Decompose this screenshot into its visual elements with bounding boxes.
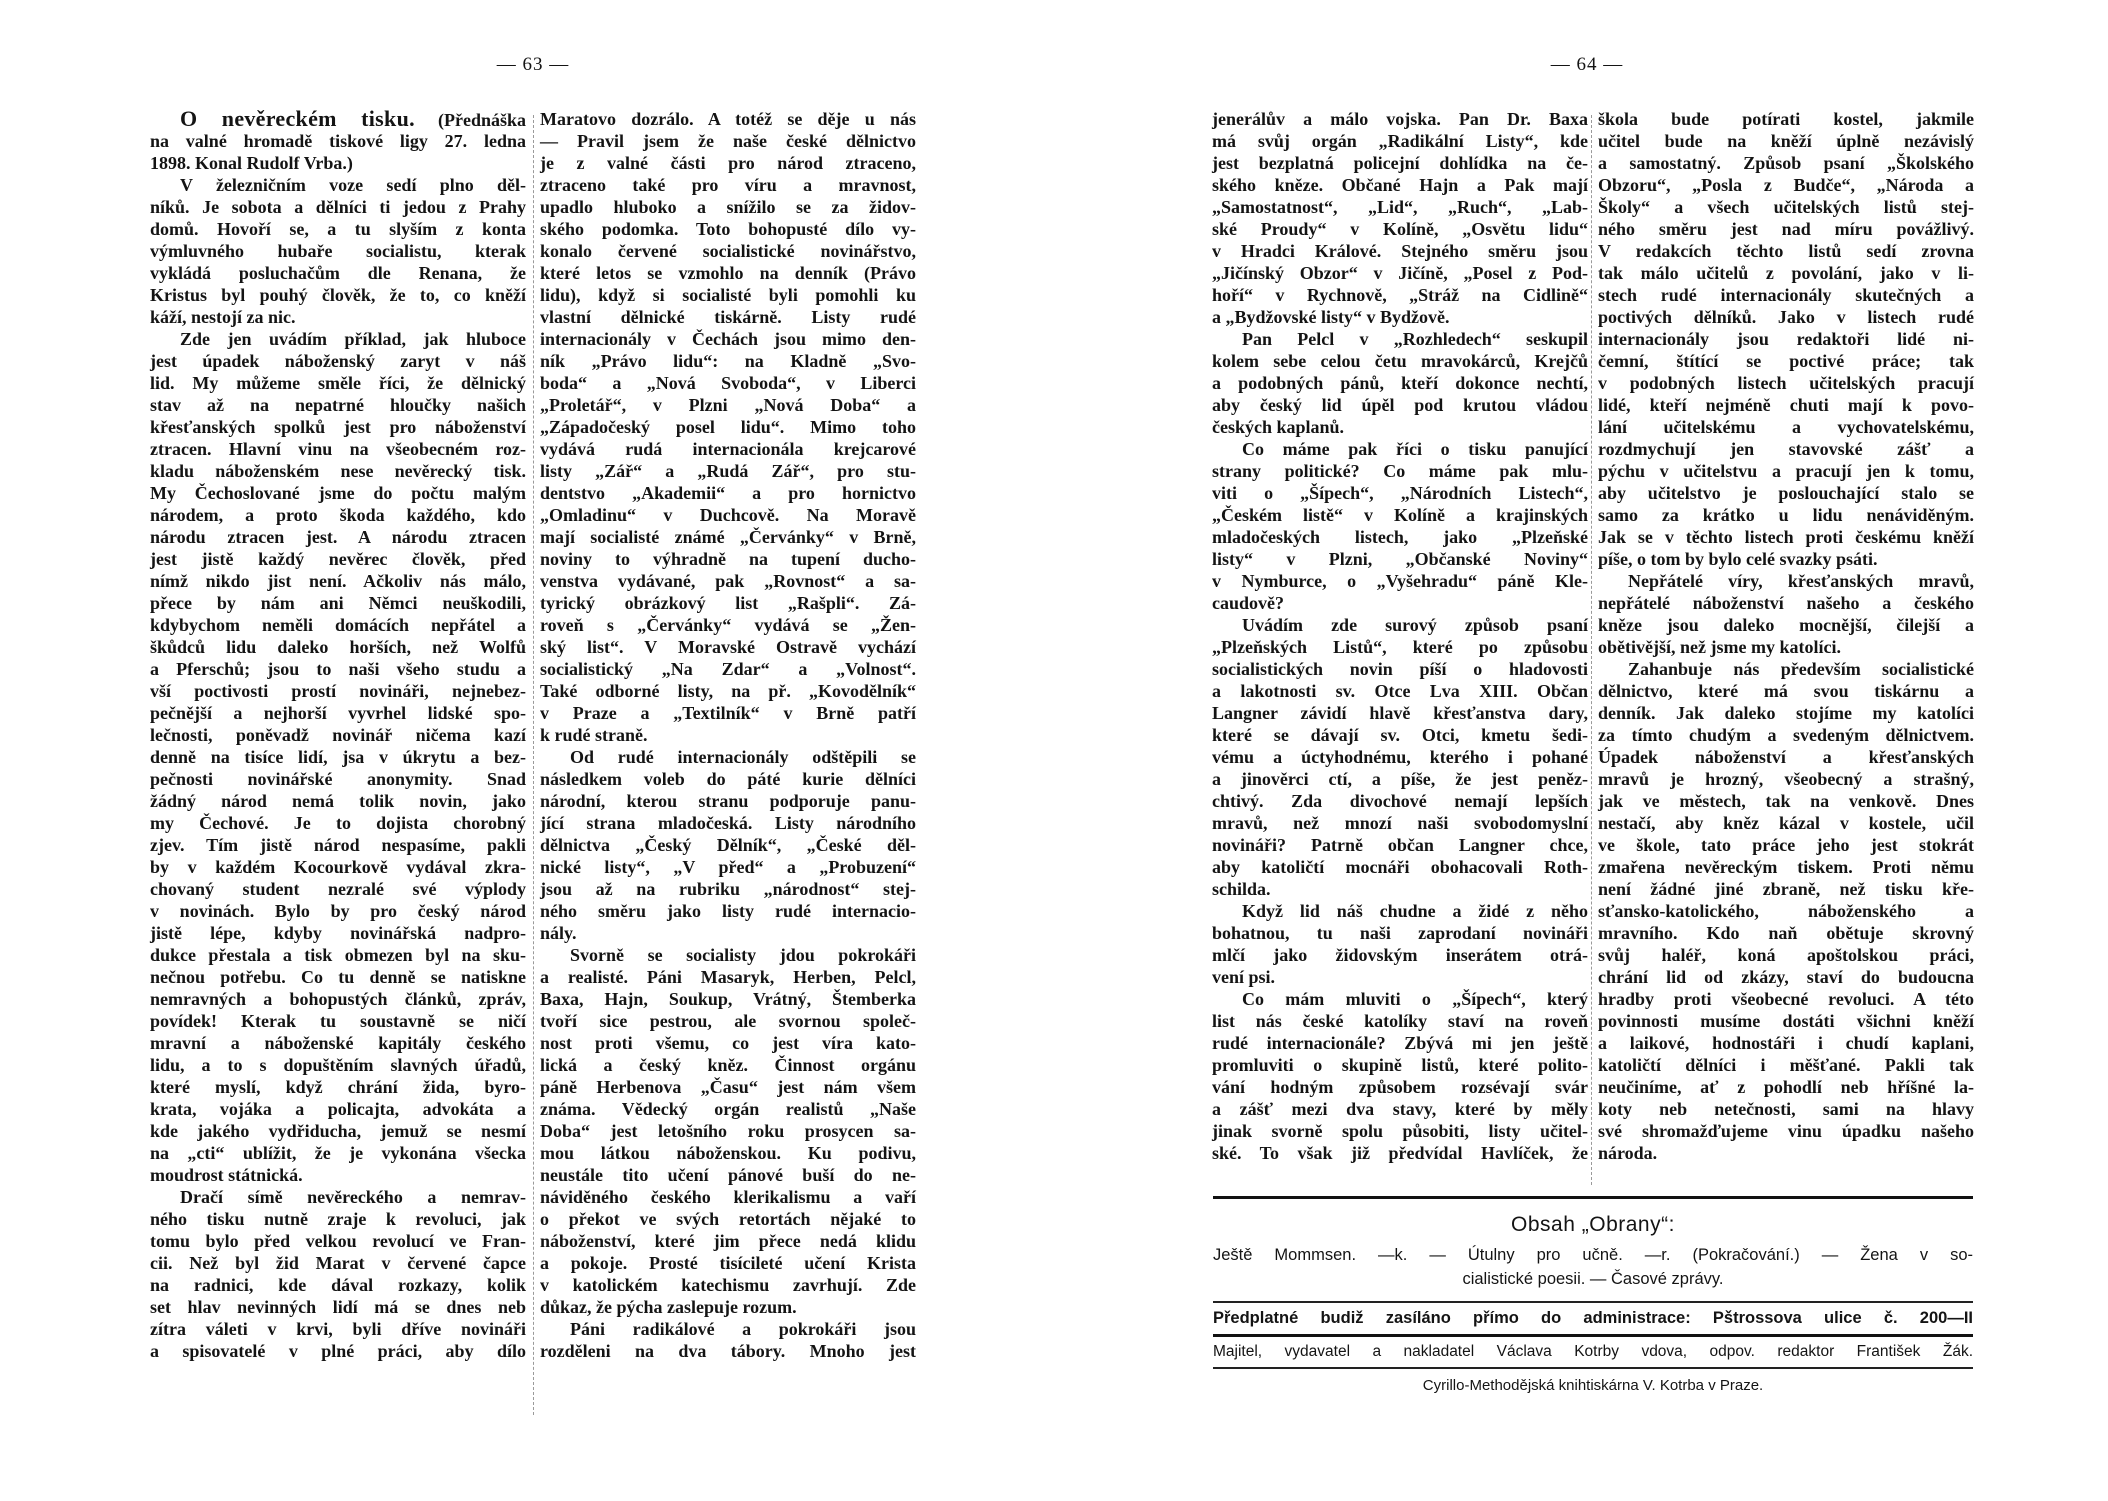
text-line: upadlo hluboko a snížilo se za židov-	[540, 197, 916, 217]
text-line: vému a úctyhodnému, kterého i pohané	[1212, 747, 1588, 767]
paragraph	[540, 746, 916, 944]
text-line: ského kněze. Občané Hajn a Pak mají	[1212, 175, 1588, 195]
text-line: přece by nám ani Němci neuškodili,	[150, 593, 526, 613]
text-line: boda“ a „Nová Svoboda“, v Liberci	[540, 373, 916, 393]
text-line: výmluvného hubaře socialistu, kterak	[150, 241, 526, 261]
text-line: a zášť mezi dva stavy, které by měly	[1212, 1099, 1588, 1119]
text-line: a pokoje. Prosté tisícileté učení Krista	[540, 1253, 916, 1273]
text-line: promluviti o skupině listů, které polito-	[1212, 1055, 1588, 1075]
text-column	[1598, 108, 1974, 1164]
paragraph	[150, 174, 526, 328]
text-line: známa. Vědecký orgán realistů „Naše	[540, 1099, 916, 1119]
text-line: Uvádím zde surový způsob psaní	[1242, 615, 1588, 635]
text-line: Úpadek náboženství a křesťanských	[1598, 747, 1974, 767]
text-line: novináři? Patrně občan Langner chce,	[1212, 835, 1588, 855]
text-line: ztracen. Hlavní vinu na všeobecném roz-	[150, 439, 526, 459]
text-line: na valné hromadě tiskové ligy 27. ledna	[150, 131, 526, 151]
text-line: cii. Než byl žid Marat v červené čapce	[150, 1253, 526, 1273]
text-line: schilda.	[1212, 879, 1271, 899]
text-line: rozdmychují jen stavovské zášť a	[1598, 439, 1974, 459]
text-line: páně Herbenova „Času“ jest nám všem	[540, 1077, 916, 1097]
text-line: Když lid náš chudne a židé z něho	[1242, 901, 1588, 921]
text-line: lečnosti, poněvadž novinář ničema kazí	[150, 725, 526, 745]
text-line: křesťanských spolků jest pro náboženství	[150, 417, 526, 437]
contents-line: cialistické poesii. — Časové zprávy.	[1462, 1270, 1724, 1288]
text-line: „Plzeňských Listů“, které po způsobu	[1212, 637, 1588, 657]
text-line: noviny to výhradně na tupení ducho-	[540, 549, 916, 569]
text-line: socialistických novin píší o hladovosti	[1212, 659, 1588, 679]
text-line: jinak svorně spolu působiti, listy učitel-	[1212, 1121, 1588, 1141]
text-line: konalo červené socialistické novinářstvo,	[540, 241, 916, 261]
text-line: mravního. Kdo naň obětuje skrovný	[1598, 923, 1974, 943]
text-line: socialistický „Na Zdar“ a „Volnost“.	[540, 659, 916, 679]
text-line: neustále tito učení pánové buší do ne-	[540, 1165, 916, 1185]
text-line: lidu), když si socialisté byli pomohli ku	[540, 285, 916, 305]
text-line: „Českém listě“ v Kolíně a krajinských	[1212, 505, 1588, 525]
paragraph	[150, 1186, 526, 1362]
text-line: není žádné jiné zbraně, než tisku kře-	[1598, 879, 1974, 899]
text-line: tvoří sice pestrou, ale svornou společ-	[540, 1011, 916, 1031]
text-line: dukce přestala a tisk obmezen byl na sku-	[150, 945, 526, 965]
text-line: my Čechové. Je to dojista chorobný	[150, 813, 526, 833]
text-line: rudé internacionále? Zbývá mi jen ještě	[1212, 1033, 1588, 1053]
paragraph	[1598, 570, 1974, 658]
article-subtitle: (Přednáška	[437, 110, 526, 130]
text-line: vlastní dělnické tiskárně. Listy rudé	[540, 307, 916, 327]
text-line: rozděleni na dva tábory. Mnoho jest	[540, 1341, 916, 1361]
text-line: má svůj orgán „Radikální Listy“, kde	[1212, 131, 1588, 151]
text-line: katoličtí dělníci i měšťané. Pakli tak	[1598, 1055, 1974, 1075]
text-line: aby katoličtí mocnáři obohacovali Roth-	[1212, 857, 1588, 877]
text-line: žádný národ nemá tolik novin, jako	[150, 791, 526, 811]
text-line: Baxa, Hajn, Soukup, Vrátný, Štemberka	[540, 989, 916, 1009]
publisher-note: Majitel, vydavatel a nakladatel Václava Kotrby vdova, odpov. redaktor František Žák.	[1213, 1343, 1973, 1360]
text-line: následkem voleb do páté kurie dělníci	[540, 769, 916, 789]
text-line: národu ztracen jest. A národu ztracen	[150, 527, 526, 547]
text-line: venstva vydávané, pak „Rovnost“ a sa-	[540, 571, 916, 591]
text-line: nost proti všemu, co jest víra kato-	[540, 1033, 916, 1053]
text-line: na radnici, kde dával rozkazy, kolik	[150, 1275, 526, 1295]
text-line: káží, nestojí za nic.	[150, 307, 296, 327]
text-line: a „Bydžovské listy“ v Bydžově.	[1212, 307, 1450, 327]
text-line: tyrický obrázkový list „Rašpli“. Zá-	[540, 593, 916, 613]
paragraph	[1598, 108, 1974, 570]
text-line: ve škole, tato práce jeho jest stokrát	[1598, 835, 1974, 855]
text-line: hradby proti všeobecné revoluci. A této	[1598, 989, 1974, 1009]
text-line: mou látkou náboženskou. Ku podivu,	[540, 1143, 916, 1163]
text-line: Doba“ jest letošního roku prosycen sa-	[540, 1121, 916, 1141]
text-line: nály.	[540, 923, 577, 943]
text-line: aby učitelstvo je poslouchající stalo se	[1598, 483, 1974, 503]
text-line: dentstvo „Akademii“ a pro hornictvo	[540, 483, 916, 503]
text-line: ský list“. V Moravské Ostravě vychází	[540, 637, 916, 657]
column-divider	[1591, 115, 1592, 1185]
text-line: samo za krátko u lidu nenáviděným.	[1598, 505, 1974, 525]
text-line: mladočeských listech, jako „Plzeňské	[1212, 527, 1588, 547]
text-line: Svorně se socialisty jdou pokrokáři	[570, 945, 916, 965]
text-line: vání hodným způsobem rozsévají svár	[1212, 1077, 1588, 1097]
text-line: moudrost státnická.	[150, 1165, 303, 1185]
text-line	[150, 108, 526, 130]
text-line: nemravných a bohopustých článků, zpráv,	[150, 989, 526, 1009]
text-line: viti o „Šípech“, „Národních Listech“,	[1212, 483, 1588, 503]
paragraph	[540, 944, 916, 1318]
paragraph	[1212, 900, 1588, 988]
text-line: stav až na nepatrné hloučky našich	[150, 395, 526, 415]
text-column	[1212, 108, 1588, 1164]
text-line: Kristus byl pouhý člověk, že to, co kněží	[150, 285, 526, 305]
text-line: sťansko-katolického, náboženského a	[1598, 901, 1974, 921]
text-line: Zahanbuje nás především socialistické	[1628, 659, 1974, 679]
text-line: povídek! Kterak tu soustavně se ničí	[150, 1011, 526, 1031]
text-line: 1898. Konal Rudolf Vrba.)	[150, 153, 353, 173]
text-line: mravní a náboženské kapitály českého	[150, 1033, 526, 1053]
text-line: zmařena nevěreckým tiskem. Proti němu	[1598, 857, 1974, 877]
page-number-left: — 63 —	[496, 54, 570, 75]
text-line: jící strana mladočeská. Listy národního	[540, 813, 916, 833]
text-line: pečnější a nejhorší vyvrhel lidské spo-	[150, 703, 526, 723]
text-line: ztraceno také pro víru a mravnost,	[540, 175, 916, 195]
text-line: důkaz, že pýcha zaslepuje rozum.	[540, 1297, 797, 1317]
text-line: roveň s „Červánky“ vydává se „Žen-	[540, 615, 916, 635]
text-line: vší poctivosti prostí novináři, nejnebez-	[150, 681, 526, 701]
text-line: ného směru jako listy rudé internacio-	[540, 901, 916, 921]
paragraph	[150, 328, 526, 1186]
text-line: v Praze a „Textilník“ v Brně patří	[540, 703, 916, 723]
text-line: Od rudé internacionály odštěpili se	[570, 747, 916, 767]
paragraph	[540, 108, 916, 746]
text-line: Nepřátelé víry, křesťanských mravů,	[1628, 571, 1974, 591]
text-line: škůdců lidu daleko horších, než Wolfů	[150, 637, 526, 657]
text-line: a laikové, hodnostáři i chudí kaplani,	[1598, 1033, 1974, 1053]
text-line: jest bezplatná policejní dohlídka na če-	[1212, 153, 1588, 173]
text-line: učitel bude na kněží úplně nezávislý	[1598, 131, 1974, 151]
text-line: a podobných pánů, kteří dokonce nechtí,	[1212, 373, 1588, 393]
text-line: lid. My můžeme směle říci, že dělnický	[150, 373, 526, 393]
text-line: škola bude potírati kostel, jakmile	[1598, 109, 1974, 129]
text-line: náviděného českého klerikalismu a vaří	[540, 1187, 916, 1207]
contents-line: Ještě Mommsen. —k. — Útulny pro učně. —r. (Pokračování.) — Žena v so-	[1213, 1246, 1973, 1264]
paragraph	[1212, 328, 1588, 438]
text-line: neučiníme, ať z pohodlí neb hříšné la-	[1598, 1077, 1974, 1097]
article-heading: O nevěreckém tisku.	[180, 106, 415, 131]
text-line: českých kaplanů.	[1212, 417, 1345, 437]
text-line: ného tisku nutně zraje k revoluci, jak	[150, 1209, 526, 1229]
text-line: a lakotnosti sv. Otce Lva XIII. Občan	[1212, 681, 1588, 701]
text-line: své shromažďujeme vinu úpadku našeho	[1598, 1121, 1974, 1141]
text-line: národa.	[1598, 1143, 1658, 1163]
text-line: a samostatný. Způsob psaní „Školského	[1598, 153, 1974, 173]
text-line: denně na tisíce lidí, jsa v úkrytu a bez-	[150, 747, 526, 767]
text-line: jest jistě každý nevěrec člověk, před	[150, 549, 526, 569]
paragraph	[1212, 108, 1588, 328]
text-line: Pan Pelcl v „Rozhledech“ seskupil	[1242, 329, 1588, 349]
text-line: lidé, kteří nejméně chuti mají k povo-	[1598, 395, 1974, 415]
text-line: nestačí, aby kněz kázal v kostele, učil	[1598, 813, 1974, 833]
text-line: chovaný student nezralé své výplody	[150, 879, 526, 899]
text-line: tak málo učitelů z povolání, jako v li-	[1598, 263, 1974, 283]
text-line: strany politické? Co máme pak mlu-	[1212, 461, 1588, 481]
text-line: níků. Je sobota a dělníci ti jedou z Prahy	[150, 197, 526, 217]
paragraph	[150, 108, 526, 174]
text-line: vení psi.	[1212, 967, 1276, 987]
text-line: lání učitelskému a vychovatelskému,	[1598, 417, 1974, 437]
text-line: „Západočeský posel lidu“. Mimo toho	[540, 417, 916, 437]
text-line: aby český lid úpěl pod krutou vládou	[1212, 395, 1588, 415]
text-line: a realisté. Páni Masaryk, Herben, Pelcl,	[540, 967, 916, 987]
text-line: internacionály jsou redaktoři lidé ni-	[1598, 329, 1974, 349]
contents-title: Obsah „Obrany“:	[1511, 1213, 1675, 1236]
rule	[1213, 1367, 1973, 1369]
text-line: obětivější, než jsme my katolíci.	[1598, 637, 1841, 657]
text-line: kdybychom neměli domácích nepřátel a	[150, 615, 526, 635]
text-line: nepřátelé náboženství našeho a českého	[1598, 593, 1974, 613]
text-line: v podobných listech učitelských pracují	[1598, 373, 1974, 393]
text-line: čemní, štítící se poctivé práce; tak	[1598, 351, 1974, 371]
text-line: ného směru jest nad míru povážlivý.	[1598, 219, 1974, 239]
printer-note: Cyrillo-Methodějská knihtiskárna V. Kotrba v Praze.	[1422, 1377, 1764, 1394]
text-line: V železničním voze sedí plno děl-	[180, 175, 526, 195]
text-line: mají socialisté známé „Červánky“ v Brně,	[540, 527, 916, 547]
text-line: povinnosti musíme dostáti všichni kněží	[1598, 1011, 1974, 1031]
text-line: dělnictva „Český Dělník“, „České děl-	[540, 835, 916, 855]
rule	[1213, 1196, 1973, 1199]
text-line: pýchu v učitelstvu a pracují jen k tomu,	[1598, 461, 1974, 481]
text-line: mlčí jako židovským inserátem otrá-	[1212, 945, 1588, 965]
text-line: a spisovatelé v plné práci, aby dílo	[150, 1341, 526, 1361]
text-line: ské Proudy“ v Kolíně, „Osvětu lidu“	[1212, 219, 1588, 239]
text-line: bohatnou, tu naši zaprodaní novináři	[1212, 923, 1588, 943]
column-divider	[533, 115, 534, 1415]
paragraph	[1212, 988, 1588, 1164]
text-line: Také odborné listy, na př. „Kovodělník“	[540, 681, 916, 701]
text-line: domů. Hovoří se, a tu slyším z konta	[150, 219, 526, 239]
text-line: Jak se v těchto listech proti českému kněží	[1598, 527, 1974, 547]
text-line: V redakcích těchto listů sedí zrovna	[1598, 241, 1974, 261]
text-line: nečnou potřebu. Co tu denně se natiskne	[150, 967, 526, 987]
text-line: My Čechoslované jsme do počtu malým	[150, 483, 526, 503]
rule	[1213, 1301, 1973, 1303]
text-line: a Pferschů; jsou to naši všeho studu a	[150, 659, 526, 679]
text-line: národní, kterou stranu podporuje panu-	[540, 791, 916, 811]
text-line: list nás české katolíky staví na roveň	[1212, 1011, 1588, 1031]
text-line: kolem sebe celou četu mravokárců, Krejčů	[1212, 351, 1588, 371]
text-line: lická a český kněz. Činnost orgánu	[540, 1055, 916, 1075]
text-line: lidu, a to s dopuštěním slavných úřadů,	[150, 1055, 526, 1075]
text-line: nímž nikdo jist není. Ačkoliv nás málo,	[150, 571, 526, 591]
text-line: vykládá posluchačům dle Renana, že	[150, 263, 526, 283]
text-line: kněze jsou daleko mocnější, čilejší a	[1598, 615, 1974, 635]
text-line: kde jakého vydřiducha, jemuž se nesmí	[150, 1121, 526, 1141]
text-line: krata, vojáka a policajta, advokáta a	[150, 1099, 526, 1119]
text-line: poctivých dělníků. Jako v listech rudé	[1598, 307, 1974, 327]
paragraph	[1598, 658, 1974, 1164]
text-line: Zde jen uvádím příklad, jak hluboce	[180, 329, 526, 349]
text-line: chtivý. Zda divochové nemají lepších	[1212, 791, 1588, 811]
subscription-note: Předplatné budiž zasíláno přímo do administrace: Pštrossova ulice č. 200—II	[1213, 1309, 1973, 1327]
text-line: ské. To však již předvídal Havlíček, že	[1212, 1143, 1588, 1163]
text-line: ník „Právo lidu“: na Kladně „Svo-	[540, 351, 916, 371]
text-line: pečnosti novinářské anonymity. Snad	[150, 769, 526, 789]
text-line: mravů je hrozný, všeobecný a strašný,	[1598, 769, 1974, 789]
text-line: které myslí, když chrání žida, byro-	[150, 1077, 526, 1097]
text-line: internacionály v Čechách jsou mimo den-	[540, 329, 916, 349]
text-line: „Samostatnost“, „Lid“, „Ruch“, „Lab-	[1212, 197, 1588, 217]
text-line: — Pravil jsem že naše české dělnictvo	[540, 131, 916, 151]
text-line: Školy“ a všech učitelských listů stej-	[1598, 197, 1974, 217]
text-line: k rudé straně.	[540, 725, 648, 745]
text-line: koty neb netečnosti, sami na hlavy	[1598, 1099, 1974, 1119]
text-line: „Proletář“, v Plzni „Nová Doba“ a	[540, 395, 916, 415]
text-line: Dračí símě nevěreckého a nemrav-	[180, 1187, 526, 1207]
text-line: zítra váleti v krvi, byli dříve novináři	[150, 1319, 526, 1339]
text-line: „Jičínský Obzor“ v Jičíně, „Posel z Pod-	[1212, 263, 1588, 283]
text-line: v Nymburce, o „Vyšehradu“ páně Kle-	[1212, 571, 1588, 591]
text-line: v Hradci Králové. Stejného směru jsou	[1212, 241, 1588, 261]
text-line: tomu bylo před velkou revolucí ve Fran-	[150, 1231, 526, 1251]
text-line: píše, o tom by bylo celé svazky psáti.	[1598, 549, 1878, 569]
text-line: jak ve městech, tak na venkově. Dnes	[1598, 791, 1974, 811]
page-number-right: — 64 —	[1550, 54, 1624, 75]
text-line: Maratovo dozrálo. A totéž se děje u nás	[540, 109, 916, 129]
text-line: národem, a proto škoda každého, kdo	[150, 505, 526, 525]
text-line: je z valné části pro národ ztraceno,	[540, 153, 916, 173]
text-line: listy „Zář“ a „Rudá Zář“, pro stu-	[540, 461, 916, 481]
text-line: Páni radikálové a pokrokáři jsou	[570, 1319, 916, 1339]
text-line: které letos se vzmohlo na denník (Právo	[540, 263, 916, 283]
text-line: mravů, než mnozí naši svobodomyslní	[1212, 813, 1588, 833]
text-line: jistě lépe, kdyby novinářská nadpro-	[150, 923, 526, 943]
text-line: caudově?	[1212, 593, 1284, 613]
text-line: set hlav nevinných lidí má se dnes neb	[150, 1297, 526, 1317]
text-line: v novinách. Bylo by pro český národ	[150, 901, 526, 921]
text-line: svůj haléř, koná apoštolskou práci,	[1598, 945, 1974, 965]
paragraph	[540, 1318, 916, 1362]
colophon	[1213, 1196, 1973, 1394]
text-line: nické listy“, „V před“ a „Probuzení“	[540, 857, 916, 877]
text-line: a jinověrci ctí, a píše, že jest peněz-	[1212, 769, 1588, 789]
text-line: vydává rudá internacionála krejcarové	[540, 439, 916, 459]
text-line: ského podomka. Toto bohopusté dílo vy-	[540, 219, 916, 239]
text-line: jenerálův a málo vojska. Pan Dr. Baxa	[1212, 109, 1588, 129]
text-line: Co máme pak říci o tisku panující	[1242, 439, 1588, 459]
text-column	[540, 108, 916, 1362]
text-line: listy“ v Plzni, „Občanské Noviny“	[1212, 549, 1588, 569]
paragraph	[1212, 438, 1588, 614]
text-line: Langner závidí hlavě křesťanstva dary,	[1212, 703, 1588, 723]
text-line: Co mám mluviti o „Šípech“, který	[1242, 989, 1588, 1009]
text-line: za tímto chudým a svedeným dělnictvem.	[1598, 725, 1974, 745]
text-line: které se dávají sv. Otci, kmetu šedi-	[1212, 725, 1588, 745]
text-line: chrání lid od zkázy, staví do budoucna	[1598, 967, 1974, 987]
paragraph	[1212, 614, 1588, 900]
text-line: na „cti“ ublížit, že je vykonána všecka	[150, 1143, 526, 1163]
text-line: kladu náboženském nese nevěrecký tisk.	[150, 461, 526, 481]
text-line: denník. Jak daleko stojíme my katolíci	[1598, 703, 1974, 723]
text-line: jsou až na rubriku „národnost“ stej-	[540, 879, 916, 899]
text-line: stech rudé internacionály skutečných a	[1598, 285, 1974, 305]
text-line: jest úpadek náboženský zaryt v náš	[150, 351, 526, 371]
text-line: by v každém Kocourkově vydával zkra-	[150, 857, 526, 877]
text-line: o překot ve svých retortách nějaké to	[540, 1209, 916, 1229]
text-line: zjev. Tím jistě národ nespasíme, pakli	[150, 835, 526, 855]
text-line: „Omladinu“ v Duchcově. Na Moravě	[540, 505, 916, 525]
text-line: hoří“ v Rychnově, „Stráž na Cidlině“	[1212, 285, 1588, 305]
text-line: dělnictvo, které má svou tiskárnu a	[1598, 681, 1974, 701]
text-line: v katolickém katechismu zavrhují. Zde	[540, 1275, 916, 1295]
rule	[1213, 1334, 1973, 1337]
text-line: náboženství, které jim přece nedá klidu	[540, 1231, 916, 1251]
text-line: Obzoru“, „Posla z Budče“, „Národa a	[1598, 175, 1974, 195]
text-column	[150, 108, 526, 1362]
